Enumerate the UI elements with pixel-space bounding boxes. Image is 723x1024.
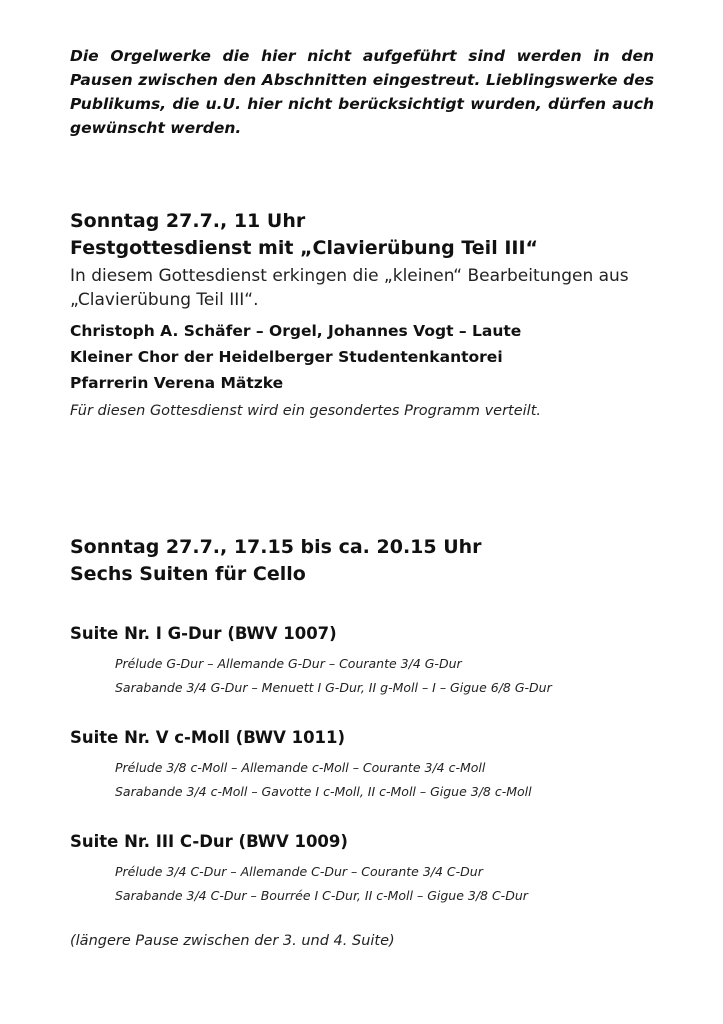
event-service-description: In diesem Gottesdienst erkingen die „kleinen“ Bearbeitungen aus „Clavierübung Teil III“. bbox=[70, 266, 629, 310]
event-cello bbox=[70, 534, 670, 588]
suite-movements: Sarabande 3/4 c-Moll – Gavotte I c-Moll, II c-Moll – Gigue 3/8 c-Moll bbox=[115, 784, 532, 799]
suite-movements: Prélude 3/4 C-Dur – Allemande C-Dur – Courante 3/4 C-Dur bbox=[115, 864, 483, 879]
event-service-title: Festgottesdienst mit „Clavierübung Teil III“ bbox=[70, 237, 539, 259]
performer-line: Christoph A. Schäfer – Orgel, Johannes Vogt – Laute bbox=[70, 322, 522, 340]
intro-paragraph: Die Orgelwerke die hier nicht aufgeführt sind werden in den Pausen zwischen den Abschnitten eingestreut. Lieblingswerke des Publikums, die u.U. hier nicht berücksichtigt wurden, dürfen auch gewünscht werden. bbox=[70, 47, 654, 137]
pause-note: (längere Pause zwischen der 3. und 4. Suite) bbox=[70, 933, 395, 949]
event-service-date: Sonntag 27.7., 11 Uhr bbox=[70, 210, 306, 232]
performer-line: Kleiner Chor der Heidelberger Studentenkantorei bbox=[70, 348, 503, 366]
performer-line: Pfarrerin Verena Mätzke bbox=[70, 374, 284, 392]
suite-movements: Prélude G-Dur – Allemande G-Dur – Courante 3/4 G-Dur bbox=[115, 656, 462, 671]
suite-movements: Prélude 3/8 c-Moll – Allemande c-Moll – Courante 3/4 c-Moll bbox=[115, 760, 486, 775]
event-service-note: Für diesen Gottesdienst wird ein gesondertes Programm verteilt. bbox=[70, 403, 542, 419]
event-cello-date: Sonntag 27.7., 17.15 bis ca. 20.15 Uhr bbox=[70, 536, 482, 558]
event-service bbox=[70, 208, 670, 422]
suite-title: Suite Nr. I G-Dur (BWV 1007) bbox=[70, 624, 337, 643]
suite-block bbox=[70, 830, 670, 908]
suite-block bbox=[70, 726, 670, 804]
suite-title: Suite Nr. III C-Dur (BWV 1009) bbox=[70, 832, 348, 851]
suite-title: Suite Nr. V c-Moll (BWV 1011) bbox=[70, 728, 346, 747]
suite-movements: Sarabande 3/4 C-Dur – Bourrée I C-Dur, II c-Moll – Gigue 3/8 C-Dur bbox=[115, 888, 528, 903]
event-cello-title: Sechs Suiten für Cello bbox=[70, 563, 306, 585]
suite-block bbox=[70, 622, 670, 700]
suite-movements: Sarabande 3/4 G-Dur – Menuett I G-Dur, II g-Moll – I – Gigue 6/8 G-Dur bbox=[115, 680, 552, 695]
